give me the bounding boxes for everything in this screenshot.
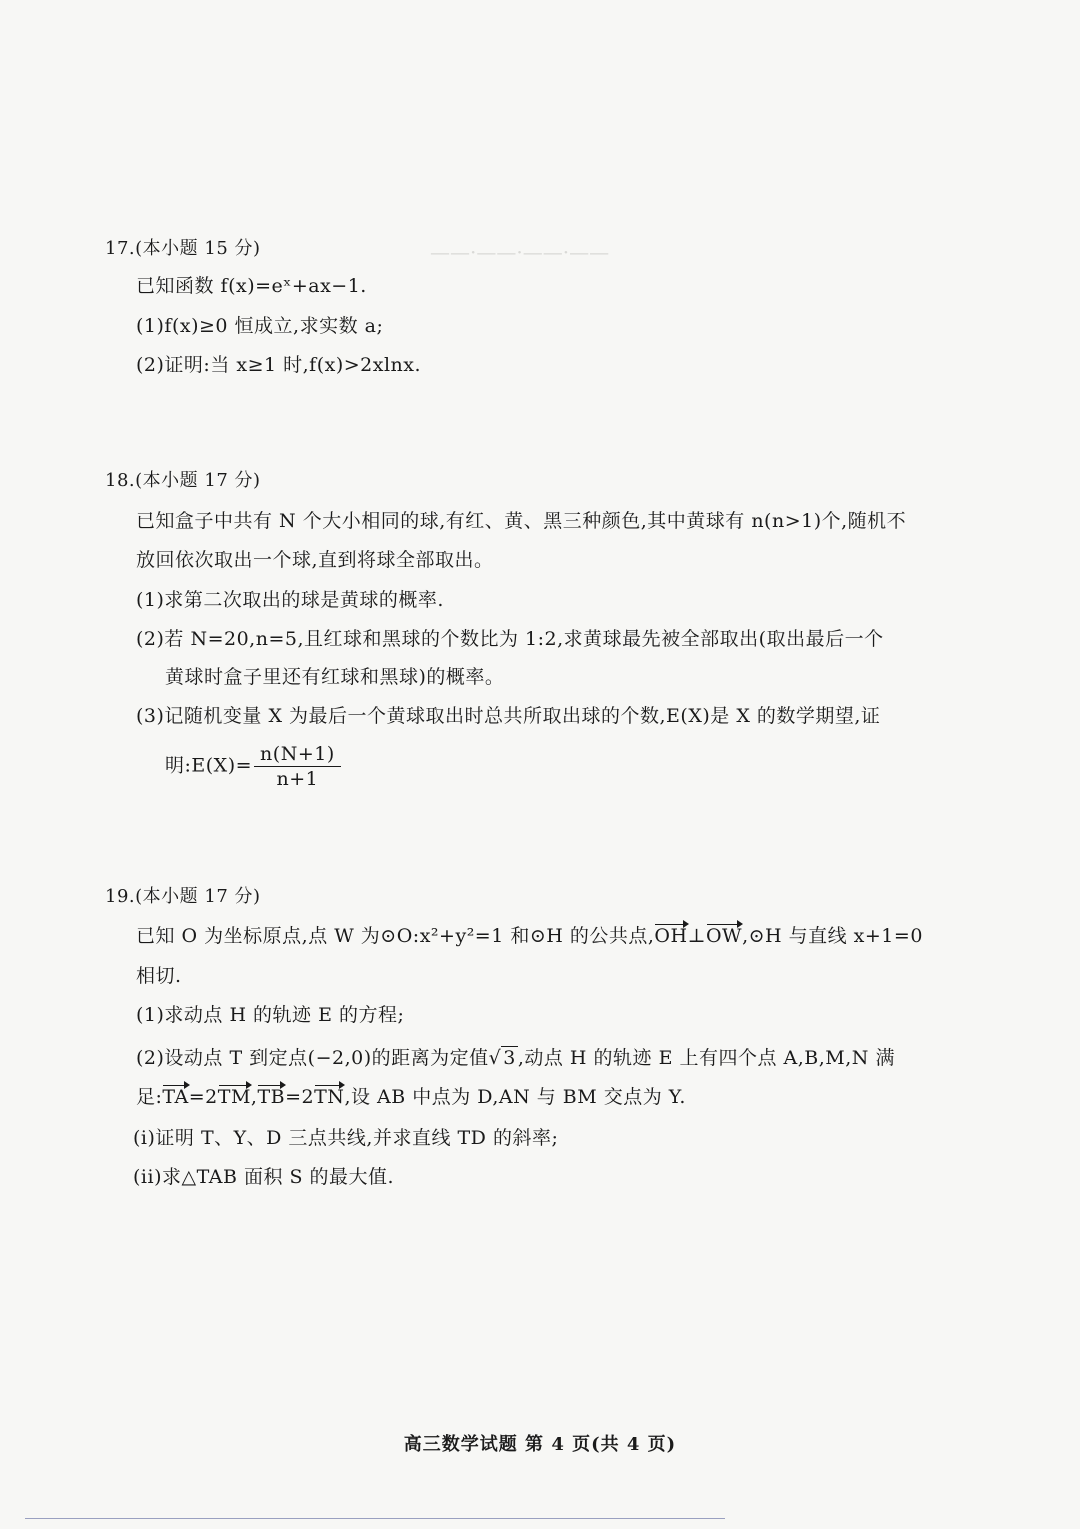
expectation-fraction	[254, 742, 341, 791]
equals-two-2: =2	[285, 1086, 315, 1108]
q18-stem-line1: 已知盒子中共有 N 个大小相同的球,有红、黄、黑三种颜色,其中黄球有 n(n>1)个,随机不	[136, 510, 907, 532]
page-footer: 高三数学试题 第 4 页(共 4 页)	[403, 1434, 677, 1455]
q19-part2-line1	[136, 1045, 895, 1071]
q19-sub-ii: (ii)求△TAB 面积 S 的最大值.	[133, 1166, 395, 1188]
q18-stem-line2: 放回依次取出一个球,直到将球全部取出。	[136, 549, 494, 571]
q19-stem-line2: 相切.	[136, 965, 182, 987]
bottom-rule	[25, 1518, 725, 1519]
q18-part3-prefix: 明:E(X)=	[165, 754, 253, 777]
sqrt-value: 3	[503, 1047, 516, 1069]
q19-part1: (1)求动点 H 的轨迹 E 的方程;	[136, 1004, 405, 1026]
q17-stem-formula: f(x)=eˣ+ax−1.	[220, 275, 367, 297]
q17-stem-text: 已知函数	[136, 275, 221, 297]
q17-part2: (2)证明:当 x≥1 时,f(x)>2xlnx.	[136, 354, 422, 376]
fraction-denominator: n+1	[276, 768, 319, 790]
q18-header: 18.(本小题 17 分)	[105, 470, 261, 491]
show-through-text: ——·——·——·——	[430, 240, 610, 264]
q18-part3-line1: (3)记随机变量 X 为最后一个黄球取出时总共所取出球的个数,E(X)是 X 的数学期望,证	[136, 705, 881, 727]
equals-two-1: =2	[188, 1086, 218, 1108]
vector-ow: OW	[705, 925, 743, 947]
vector-tm: TM	[217, 1086, 251, 1108]
q18-part2-line1: (2)若 N=20,n=5,且红球和黑球的个数比为 1:2,求黄球最先被全部取出(取出最后一个	[136, 628, 884, 650]
q17-stem	[136, 273, 367, 299]
vector-tn: TN	[314, 1086, 345, 1108]
comma-separator: ,	[250, 1086, 258, 1108]
fraction-numerator: n(N+1)	[254, 742, 341, 767]
q19-stem-text-a: 已知 O 为坐标原点,点 W 为⊙O:x²+y²=1 和⊙H 的公共点,	[136, 925, 655, 947]
q19-sub-i: (i)证明 T、Y、D 三点共线,并求直线 TD 的斜率;	[133, 1127, 559, 1149]
q18-part2-line2: 黄球时盒子里还有红球和黑球)的概率。	[165, 666, 505, 688]
q17-header: 17.(本小题 15 分)	[105, 238, 261, 259]
q18-part3-formula	[165, 742, 341, 791]
q19-part2-line2	[136, 1084, 686, 1110]
q17-part1: (1)f(x)≥0 恒成立,求实数 a;	[136, 315, 384, 337]
q19-part2-text-a: (2)设动点 T 到定点(−2,0)的距离为定值	[136, 1047, 489, 1069]
vector-ta: TA	[162, 1086, 189, 1108]
q19-stem-line1	[136, 923, 923, 949]
q19-stem-text-b: ,⊙H 与直线 x+1=0	[742, 925, 923, 947]
perpendicular-symbol: ⊥	[687, 925, 706, 947]
sqrt-symbol: √	[488, 1047, 502, 1069]
q19-part2-text-b: ,动点 H 的轨迹 E 上有四个点 A,B,M,N 满	[517, 1047, 895, 1069]
q19-line3-text: ,设 AB 中点为 D,AN 与 BM 交点为 Y.	[344, 1086, 686, 1108]
vector-tb: TB	[257, 1086, 286, 1108]
vector-oh: OH	[654, 925, 688, 947]
q18-part1: (1)求第二次取出的球是黄球的概率.	[136, 589, 444, 611]
q19-header: 19.(本小题 17 分)	[105, 886, 261, 907]
q19-line3-prefix: 足:	[136, 1086, 163, 1108]
